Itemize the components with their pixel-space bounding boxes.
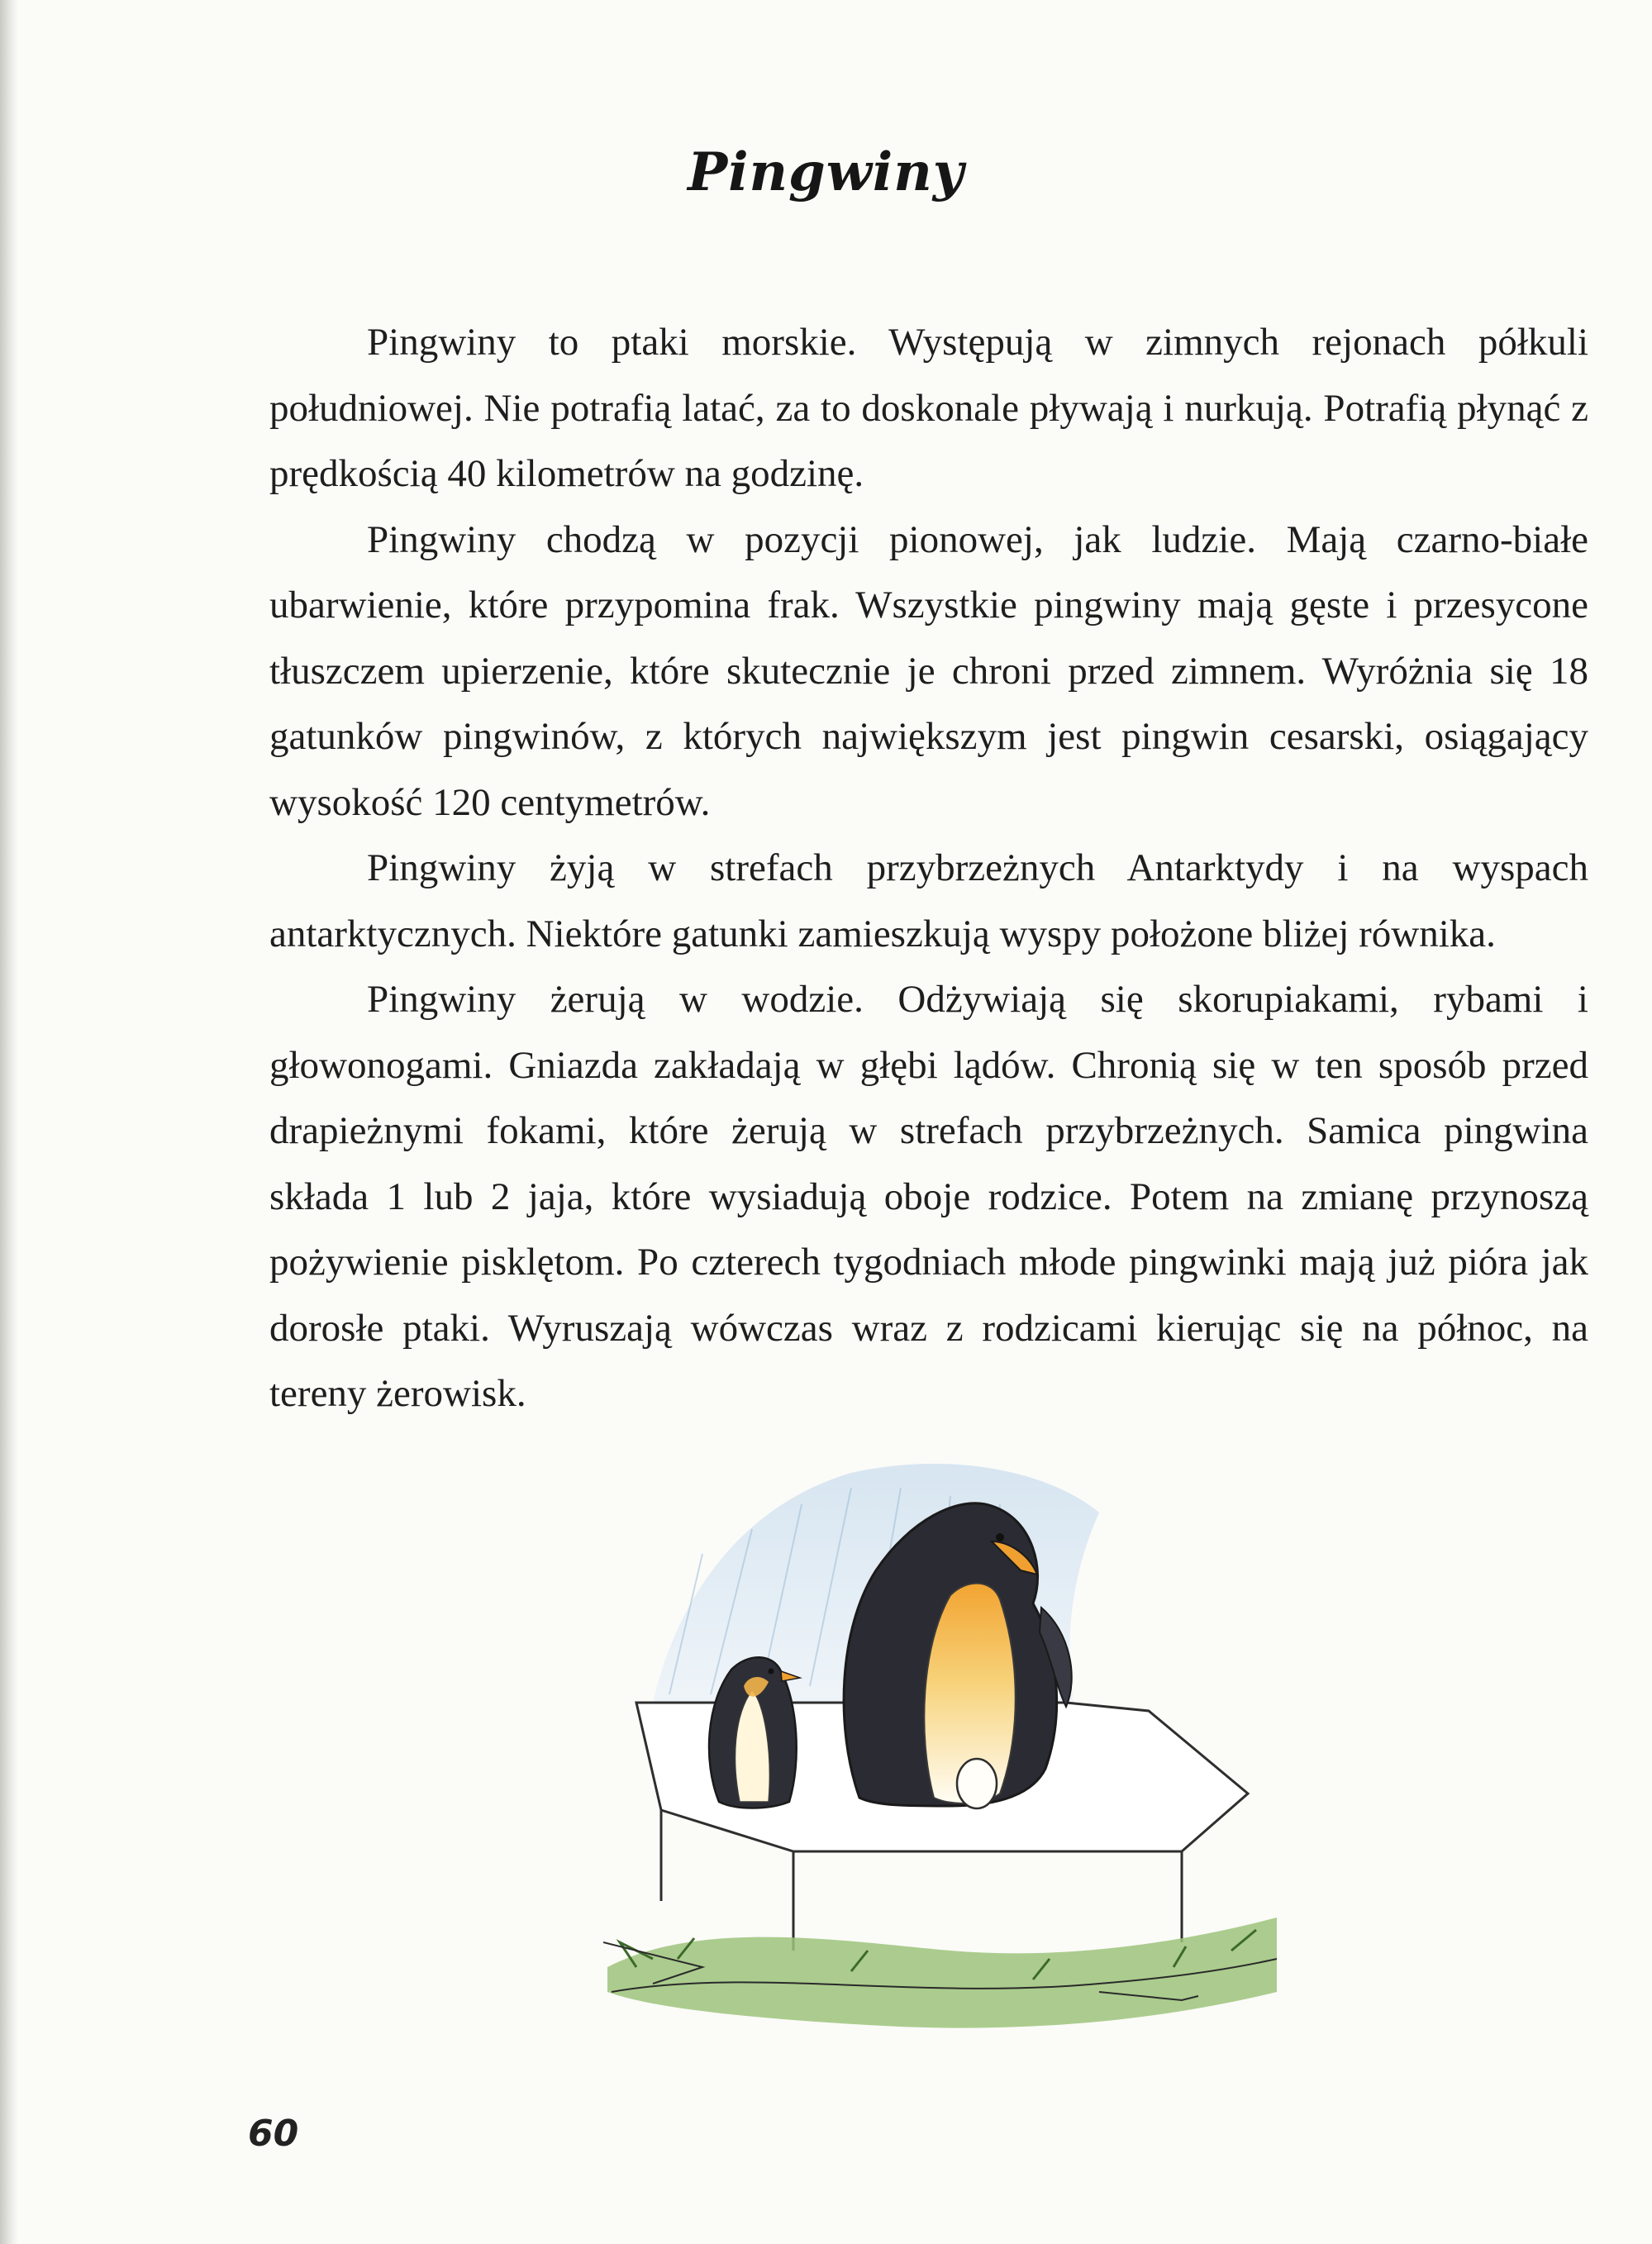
grass-ground — [603, 1918, 1277, 2028]
paragraph: Pingwiny to ptaki morskie. Występują w zimnych rejonach półkuli południowej. Nie potrafią latać, za to doskonale pływają i nurkują. Potrafią płynąć z prędkością 40 kilometrów na godzinę. — [269, 321, 1588, 495]
page-edge — [0, 0, 18, 2244]
article-body — [269, 310, 1588, 1427]
page-title: Pingwiny — [688, 141, 964, 203]
paragraph: Pingwiny chodzą w pozycji pionowej, jak ludzie. Mają czarno-białe ubarwienie, które przypomina frak. Wszystkie pingwiny mają gęste i przesycone tłuszczem upierzenie, które skutecznie je chroni przed zimnem. Wyróżnia się 18 gatunków pingwinów, z których największym jest pingwin cesarski, osiągający wysokość 120 centymetrów. — [269, 517, 1588, 824]
paragraph: Pingwiny żerują w wodzie. Odżywiają się skorupiakami, rybami i głowonogami. Gniazda zakładają w głębi lądów. Chronią się w ten sposób przed drapieżnymi fokami, które żerują w strefach przybrzeżnych. Samica pingwina składa 1 lub 2 jaja, które wysiadują oboje rodzice. Potem na zmianę przynoszą pożywienie pisklętom. Po czterech tygodniach młode pingwinki mają już pióra jak dorosłe ptaki. Wyruszają wówczas wraz z rodzicami kierując się na północ, na tereny żerowisk. — [269, 978, 1588, 1415]
page-number: 60 — [248, 2113, 299, 2155]
paragraph: Pingwiny żyją w strefach przybrzeżnych Antarktydy i na wyspach antarktycznych. Niektóre gatunki zamieszkują wyspy położone bliżej równika. — [269, 846, 1588, 955]
egg — [957, 1759, 997, 1808]
penguin-illustration — [603, 1455, 1281, 2033]
